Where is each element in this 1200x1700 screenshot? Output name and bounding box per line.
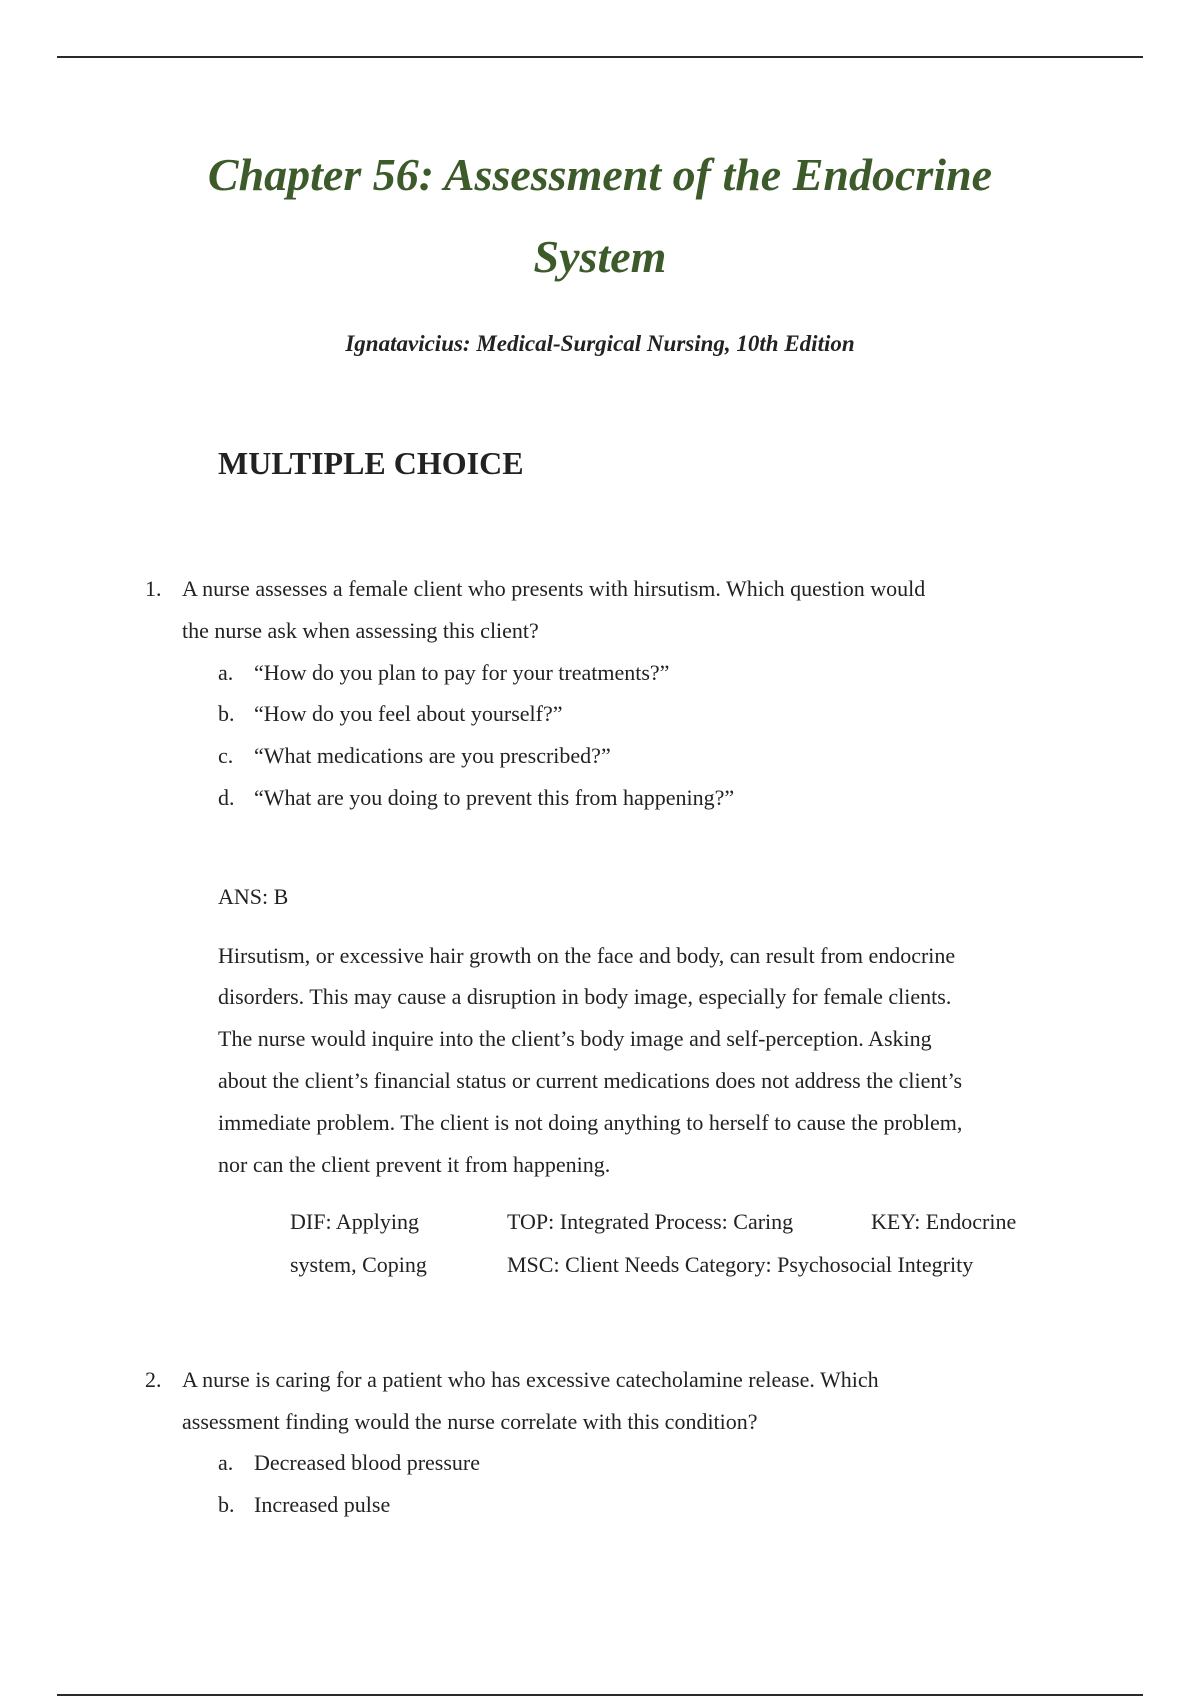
rationale-line: Hirsutism, or excessive hair growth on the face and body, can result from endocrine [218, 943, 956, 968]
meta-client-needs: MSC: Client Needs Category: Psychosocial Integrity [507, 1252, 974, 1277]
top-divider [57, 56, 1143, 58]
option-text: “What medications are you prescribed?” [254, 743, 611, 768]
option-text: Decreased blood pressure [254, 1450, 481, 1475]
meta-key: KEY: Endocrine [871, 1209, 1017, 1234]
option-letter: a. [218, 1450, 234, 1475]
option-text: Increased pulse [254, 1492, 391, 1517]
rationale-line: The nurse would inquire into the client’s body image and self-perception. Asking [218, 1026, 932, 1051]
question-number: 1. [145, 576, 162, 601]
question-number: 2. [145, 1367, 162, 1392]
meta-topic: TOP: Integrated Process: Caring [507, 1209, 794, 1234]
question-stem-line: A nurse assesses a female client who presents with hirsutism. Which question would [182, 576, 926, 601]
option-letter: d. [218, 785, 235, 810]
book-subtitle: Ignatavicius: Medical-Surgical Nursing, 10th Edition [345, 331, 855, 356]
question-stem-line: A nurse is caring for a patient who has excessive catecholamine release. Which [182, 1367, 879, 1392]
rationale-line: about the client’s financial status or current medications does not address the client’s [218, 1068, 963, 1093]
chapter-title-line-1: Chapter 56: Assessment of the Endocrine [207, 149, 993, 200]
chapter-title-line-2: System [533, 231, 667, 282]
option-text: “How do you plan to pay for your treatments?” [254, 660, 670, 685]
option-letter: a. [218, 660, 234, 685]
bottom-divider [57, 1694, 1143, 1696]
rationale-line: disorders. This may cause a disruption in body image, especially for female clients. [218, 984, 952, 1009]
question-stem-line: the nurse ask when assessing this client? [182, 618, 539, 643]
option-letter: c. [218, 743, 234, 768]
meta-key-continued: system, Coping [290, 1252, 427, 1277]
rationale-line: nor can the client prevent it from happening. [218, 1152, 611, 1177]
question-stem-line: assessment finding would the nurse correlate with this condition? [182, 1409, 758, 1434]
option-text: “What are you doing to prevent this from happening?” [254, 785, 735, 810]
meta-difficulty: DIF: Applying [290, 1209, 419, 1234]
section-heading: MULTIPLE CHOICE [218, 445, 524, 481]
option-letter: b. [218, 1492, 235, 1517]
option-text: “How do you feel about yourself?” [254, 701, 563, 726]
answer-key: ANS: B [218, 884, 289, 909]
option-letter: b. [218, 701, 235, 726]
rationale-line: immediate problem. The client is not doing anything to herself to cause the problem, [218, 1110, 963, 1135]
